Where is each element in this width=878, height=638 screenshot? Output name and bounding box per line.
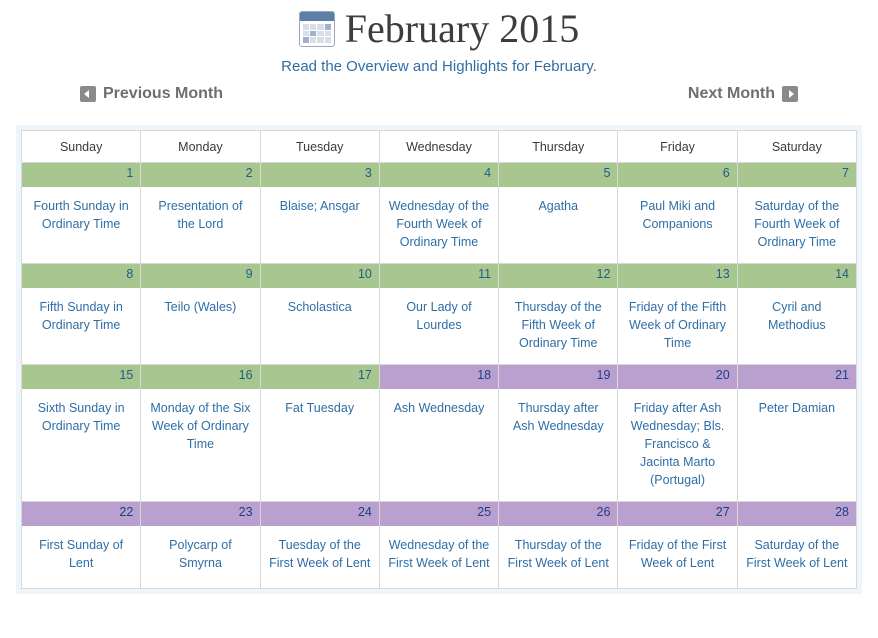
day-content [380,389,498,489]
day-number: 8 [22,264,140,288]
calendar-day-cell[interactable] [22,365,141,502]
day-content [618,187,736,249]
day-number: 7 [738,163,856,187]
calendar-day-cell[interactable] [737,365,856,502]
feast-link[interactable]: Thursday after Ash Wednesday [512,401,604,433]
feast-link[interactable]: Fat Tuesday [285,401,355,415]
calendar-day-cell[interactable] [499,365,618,502]
calendar-day-cell[interactable] [379,264,498,365]
weekday-header-thursday: Thursday [499,131,618,163]
calendar-day-cell[interactable] [499,163,618,264]
feast-link[interactable]: Wednesday of the First Week of Lent [388,538,490,570]
feast-link[interactable]: Monday of the Six Week of Ordinary Time [150,401,251,451]
weekday-header-sunday: Sunday [22,131,141,163]
feast-link[interactable]: Thursday of the Fifth Week of Ordinary Time [514,300,602,350]
day-number: 14 [738,264,856,288]
day-number: 12 [499,264,617,288]
previous-month-label: Previous Month [103,85,224,102]
day-content [380,187,498,263]
day-content [261,526,379,588]
day-number: 6 [618,163,736,187]
day-number: 21 [738,365,856,389]
calendar-week-row [22,502,857,589]
previous-month-button[interactable] [80,85,223,103]
calendar-day-cell[interactable] [737,163,856,264]
day-number: 27 [618,502,736,526]
feast-link[interactable]: Sixth Sunday in Ordinary Time [37,401,125,433]
calendar-day-cell[interactable] [22,264,141,365]
calendar-day-cell[interactable] [22,163,141,264]
calendar-day-cell[interactable] [499,502,618,589]
day-content [499,389,617,489]
feast-link[interactable]: Fourth Sunday in Ordinary Time [33,199,129,231]
day-content [141,288,259,350]
page-title: February 2015 [344,6,580,51]
day-content [261,389,379,489]
weekday-header-tuesday: Tuesday [260,131,379,163]
weekday-header-wednesday: Wednesday [379,131,498,163]
feast-link[interactable]: Saturday of the First Week of Lent [746,538,848,570]
calendar-day-cell[interactable] [618,163,737,264]
day-number: 9 [141,264,259,288]
feast-link[interactable]: Agatha [538,199,579,213]
feast-link[interactable]: Teilo (Wales) [164,300,237,314]
calendar-week-row [22,365,857,502]
calendar-day-cell[interactable] [260,502,379,589]
day-content [380,288,498,350]
feast-link[interactable]: Ash Wednesday [393,401,485,415]
panel-footer [0,594,878,604]
feast-link[interactable]: Cyril and Methodius [768,300,826,332]
calendar-day-cell[interactable] [618,365,737,502]
calendar-day-cell[interactable] [141,264,260,365]
calendar-day-cell[interactable] [141,502,260,589]
day-number: 22 [22,502,140,526]
day-number: 13 [618,264,736,288]
calendar-day-cell[interactable] [260,365,379,502]
day-content [22,526,140,588]
day-content [499,526,617,588]
calendar-day-cell[interactable] [379,502,498,589]
feast-link[interactable]: Friday of the First Week of Lent [628,538,727,570]
day-content [261,187,379,249]
calendar-day-cell[interactable] [141,365,260,502]
month-navigation [0,85,878,119]
chevron-left-icon [80,86,96,102]
feast-link[interactable]: Saturday of the Fourth Week of Ordinary Time [754,199,840,249]
feast-link[interactable]: Paul Miki and Companions [640,199,716,231]
calendar-day-cell[interactable] [379,365,498,502]
feast-link[interactable]: Friday after Ash Wednesday; Bls. Francisco & Jacinta Marto (Portugal) [630,401,725,487]
day-content [618,526,736,588]
day-number: 19 [499,365,617,389]
day-content [141,187,259,249]
weekday-header-monday: Monday [141,131,260,163]
calendar-day-cell[interactable] [618,502,737,589]
calendar-day-cell[interactable] [22,502,141,589]
day-content [499,288,617,364]
calendar-day-cell[interactable] [379,163,498,264]
calendar-day-cell[interactable] [737,502,856,589]
day-number: 25 [380,502,498,526]
weekday-header-row [22,131,857,163]
feast-link[interactable]: Polycarp of Smyrna [169,538,232,570]
feast-link[interactable]: Thursday of the First Week of Lent [507,538,609,570]
day-number: 2 [141,163,259,187]
calendar-week-row [22,264,857,365]
calendar-panel [16,125,862,594]
day-number: 11 [380,264,498,288]
day-content [22,389,140,489]
day-content [141,389,259,489]
day-content [738,288,856,350]
next-month-label: Next Month [687,85,775,102]
day-content [618,389,736,501]
day-number: 3 [261,163,379,187]
overview-highlights-link[interactable]: Read the Overview and Highlights for February. [281,58,597,75]
day-content [738,187,856,263]
calendar-day-cell[interactable] [737,264,856,365]
day-number: 5 [499,163,617,187]
day-content [738,389,856,489]
next-month-button[interactable] [688,85,798,103]
weekday-header-saturday: Saturday [737,131,856,163]
day-content [141,526,259,588]
weekday-header-friday: Friday [618,131,737,163]
calendar-icon [299,11,335,47]
chevron-right-icon [782,86,798,102]
calendar-body [22,163,857,589]
calendar-day-cell[interactable] [141,163,260,264]
day-number: 15 [22,365,140,389]
day-content [380,526,498,588]
day-number: 20 [618,365,736,389]
feast-link[interactable]: Presentation of the Lord [158,199,243,231]
calendar-table [21,130,857,589]
feast-link[interactable]: Friday of the Fifth Week of Ordinary Time [628,300,727,350]
day-content [618,288,736,364]
feast-link[interactable]: Scholastica [287,300,352,314]
day-number: 4 [380,163,498,187]
calendar-day-cell[interactable] [499,264,618,365]
feast-link[interactable]: Our Lady of Lourdes [406,300,472,332]
day-content [261,288,379,350]
day-number: 24 [261,502,379,526]
day-number: 1 [22,163,140,187]
overview-link-row [0,58,878,75]
day-content [738,526,856,588]
feast-link[interactable]: Fifth Sunday in Ordinary Time [39,300,123,332]
feast-link[interactable]: Wednesday of the Fourth Week of Ordinary Time [388,199,490,249]
day-number: 23 [141,502,259,526]
calendar-week-row [22,163,857,264]
day-content [22,187,140,249]
calendar-day-cell[interactable] [618,264,737,365]
calendar-day-cell[interactable] [260,163,379,264]
day-number: 10 [261,264,379,288]
day-number: 18 [380,365,498,389]
feast-link[interactable]: Blaise; Ansgar [279,199,360,213]
day-number: 17 [261,365,379,389]
day-number: 28 [738,502,856,526]
page-header [0,0,878,52]
day-number: 16 [141,365,259,389]
feast-link[interactable]: Peter Damian [758,401,836,415]
day-content [499,187,617,249]
calendar-day-cell[interactable] [260,264,379,365]
day-content [22,288,140,350]
feast-link[interactable]: First Sunday of Lent [39,538,124,570]
day-number: 26 [499,502,617,526]
feast-link[interactable]: Tuesday of the First Week of Lent [269,538,371,570]
